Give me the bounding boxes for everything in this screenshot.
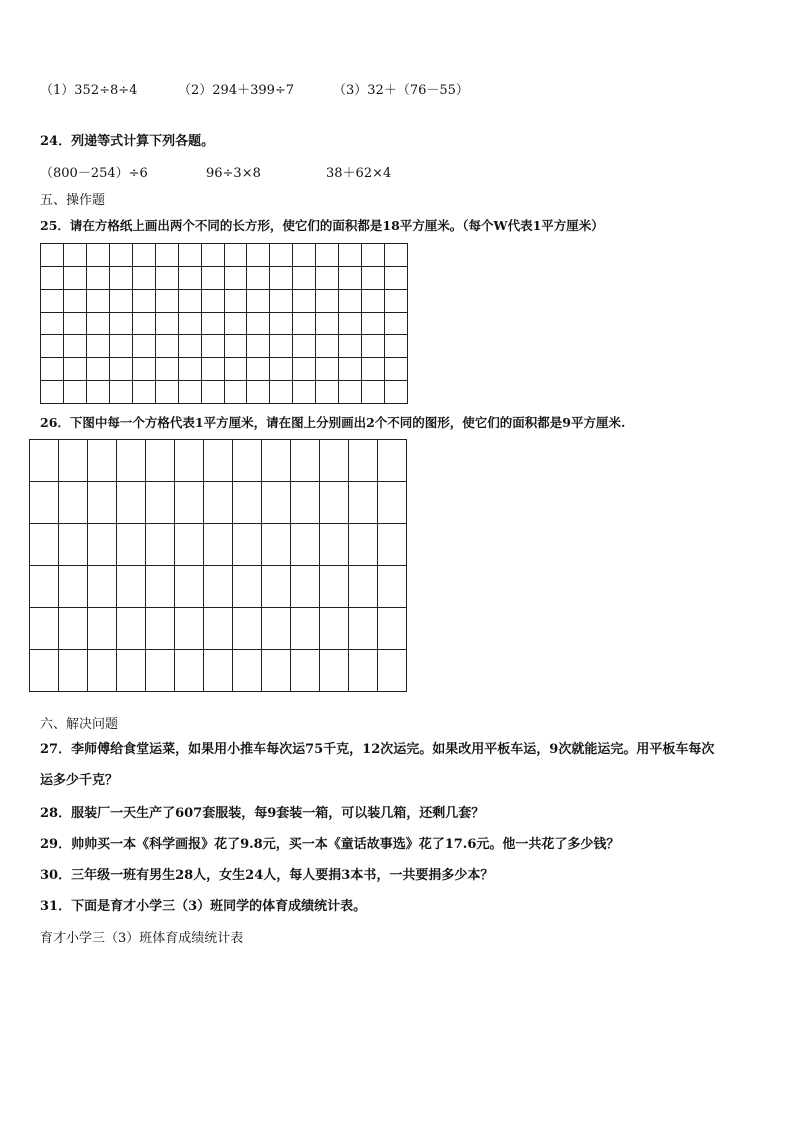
q25-grid-cell[interactable] <box>156 244 179 267</box>
q25-grid-cell[interactable] <box>362 267 385 290</box>
q26-grid-cell[interactable] <box>349 524 378 566</box>
q26-grid-cell[interactable] <box>204 440 233 482</box>
q26-grid-cell[interactable] <box>233 608 262 650</box>
q25-grid-cell[interactable] <box>293 290 316 313</box>
q26-grid-cell[interactable] <box>59 440 88 482</box>
q25-grid-cell[interactable] <box>225 358 248 381</box>
q25-grid-cell[interactable] <box>87 244 110 267</box>
q29-text: 29．帅帅买一本《科学画报》花了9.8元，买一本《童话故事选》花了17.6元。他一共花了多少钱？ <box>40 837 620 852</box>
q26-grid-cell[interactable] <box>146 650 175 692</box>
q25-grid-cell[interactable] <box>225 335 248 358</box>
q24-item-2: 96÷3×8 <box>206 166 261 181</box>
q25-grid-cell[interactable] <box>270 381 293 404</box>
q25-grid-cell[interactable] <box>87 381 110 404</box>
q26-grid-cell[interactable] <box>262 650 291 692</box>
q25-grid-cell[interactable] <box>202 244 225 267</box>
q25-grid-cell[interactable] <box>41 267 64 290</box>
q25-grid-cell[interactable] <box>362 290 385 313</box>
q25-grid-cell[interactable] <box>316 244 339 267</box>
q26-grid-cell[interactable] <box>59 566 88 608</box>
q26-grid-cell[interactable] <box>233 482 262 524</box>
q26-grid-cell[interactable] <box>291 566 320 608</box>
q25-grid-cell[interactable] <box>293 335 316 358</box>
q23-item-1: （1）352÷8÷4 <box>40 83 138 98</box>
q25-grid-cell[interactable] <box>179 244 202 267</box>
q26-grid-cell[interactable] <box>262 440 291 482</box>
q25-grid-cell[interactable] <box>270 290 293 313</box>
q23-item-2: （2）294＋399÷7 <box>178 83 295 98</box>
q27-line-2: 运多少千克？ <box>40 773 119 788</box>
section-6-heading: 六、解决问题 <box>40 717 119 732</box>
q26-grid-cell[interactable] <box>378 650 407 692</box>
q26-grid-cell[interactable] <box>146 524 175 566</box>
q25-grid-cell[interactable] <box>64 244 87 267</box>
q25-grid-cell[interactable] <box>385 335 408 358</box>
q25-grid-cell[interactable] <box>179 267 202 290</box>
q25-grid-cell[interactable] <box>156 267 179 290</box>
q25-grid-cell[interactable] <box>385 290 408 313</box>
q25-grid-cell[interactable] <box>293 244 316 267</box>
section-5-heading: 五、操作题 <box>40 193 106 208</box>
q25-grid-cell[interactable] <box>202 358 225 381</box>
q26-grid-cell[interactable] <box>30 440 59 482</box>
q25-grid-cell[interactable] <box>316 313 339 336</box>
q25-grid-cell[interactable] <box>133 381 156 404</box>
q24-item-1: （800－254）÷6 <box>40 166 148 181</box>
q26-grid-cell[interactable] <box>175 650 204 692</box>
q26-grid-cell[interactable] <box>204 482 233 524</box>
q25-grid-cell[interactable] <box>41 358 64 381</box>
q25-grid-cell[interactable] <box>316 358 339 381</box>
q25-grid-cell[interactable] <box>362 313 385 336</box>
q25-grid-cell[interactable] <box>270 313 293 336</box>
q23-item-3: （3）32＋（76－55） <box>333 83 469 98</box>
q26-grid-cell[interactable] <box>59 482 88 524</box>
q25-grid-cell[interactable] <box>385 381 408 404</box>
q26-grid-cell[interactable] <box>175 566 204 608</box>
q26-grid-cell[interactable] <box>146 482 175 524</box>
q25-grid-cell[interactable] <box>316 267 339 290</box>
q25-grid-cell[interactable] <box>64 313 87 336</box>
q25-grid-paper[interactable] <box>40 243 408 404</box>
q25-grid-cell[interactable] <box>64 290 87 313</box>
q26-grid-cell[interactable] <box>320 440 349 482</box>
q25-grid-cell[interactable] <box>316 290 339 313</box>
q26-grid-cell[interactable] <box>59 608 88 650</box>
q26-grid-cell[interactable] <box>320 608 349 650</box>
q26-grid-cell[interactable] <box>291 440 320 482</box>
q25-grid-cell[interactable] <box>362 358 385 381</box>
q26-grid-cell[interactable] <box>88 440 117 482</box>
q25-grid-cell[interactable] <box>179 381 202 404</box>
q25-grid-cell[interactable] <box>133 335 156 358</box>
q25-grid-cell[interactable] <box>247 313 270 336</box>
q26-grid-cell[interactable] <box>88 524 117 566</box>
q25-grid-cell[interactable] <box>225 313 248 336</box>
q25-grid-cell[interactable] <box>385 313 408 336</box>
q25-grid-cell[interactable] <box>202 313 225 336</box>
q26-grid-cell[interactable] <box>262 524 291 566</box>
q25-grid-cell[interactable] <box>156 313 179 336</box>
q25-grid-cell[interactable] <box>385 358 408 381</box>
q26-grid-cell[interactable] <box>378 608 407 650</box>
q26-grid-cell[interactable] <box>30 650 59 692</box>
q25-text: 25．请在方格纸上画出两个不同的长方形，使它们的面积都是18平方厘米。（每个W代表1平方厘米） <box>40 218 604 233</box>
q25-grid-cell[interactable] <box>225 244 248 267</box>
q26-grid-cell[interactable] <box>262 608 291 650</box>
q25-grid-cell[interactable] <box>64 358 87 381</box>
q26-grid-cell[interactable] <box>349 608 378 650</box>
q26-grid-cell[interactable] <box>233 650 262 692</box>
q25-grid-cell[interactable] <box>110 381 133 404</box>
q26-grid-cell[interactable] <box>349 566 378 608</box>
q26-grid-cell[interactable] <box>291 650 320 692</box>
q25-grid-cell[interactable] <box>225 267 248 290</box>
q25-grid-cell[interactable] <box>293 313 316 336</box>
q26-grid-cell[interactable] <box>233 440 262 482</box>
q25-grid-cell[interactable] <box>179 358 202 381</box>
q25-grid-cell[interactable] <box>64 335 87 358</box>
table-title: 育才小学三（3）班体育成绩统计表 <box>40 931 244 946</box>
q25-grid-cell[interactable] <box>385 267 408 290</box>
q25-grid-cell[interactable] <box>110 313 133 336</box>
q26-grid-cell[interactable] <box>204 650 233 692</box>
q26-grid-cell[interactable] <box>30 566 59 608</box>
q26-grid-cell[interactable] <box>204 524 233 566</box>
q25-grid-cell[interactable] <box>339 335 362 358</box>
q25-grid-cell[interactable] <box>339 381 362 404</box>
q25-grid-cell[interactable] <box>362 335 385 358</box>
q26-grid-cell[interactable] <box>175 440 204 482</box>
q26-grid-cell[interactable] <box>320 482 349 524</box>
q25-grid-cell[interactable] <box>225 290 248 313</box>
q26-grid-cell[interactable] <box>117 524 146 566</box>
q25-grid-cell[interactable] <box>247 381 270 404</box>
q25-grid-cell[interactable] <box>362 381 385 404</box>
q25-grid-cell[interactable] <box>156 358 179 381</box>
q26-grid-paper[interactable] <box>29 439 407 692</box>
q25-grid-cell[interactable] <box>133 244 156 267</box>
q27-line-1: 27．李师傅给食堂运菜，如果用小推车每次运75千克，12次运完。如果改用平板车运，9次就能运完。用平板车每次 <box>40 742 715 757</box>
q25-grid-cell[interactable] <box>247 244 270 267</box>
q25-grid-cell[interactable] <box>270 244 293 267</box>
q26-text: 26．下图中每一个方格代表1平方厘米，请在图上分别画出2个不同的图形，使它们的面积都是9平方厘米. <box>40 415 626 430</box>
q25-grid-cell[interactable] <box>225 381 248 404</box>
q25-grid-cell[interactable] <box>247 290 270 313</box>
q25-grid-cell[interactable] <box>133 290 156 313</box>
q25-grid-cell[interactable] <box>87 358 110 381</box>
q26-grid-cell[interactable] <box>146 608 175 650</box>
q25-grid-cell[interactable] <box>339 290 362 313</box>
q25-grid-cell[interactable] <box>362 244 385 267</box>
q25-grid-cell[interactable] <box>247 335 270 358</box>
q25-grid-cell[interactable] <box>293 267 316 290</box>
q26-grid-cell[interactable] <box>175 524 204 566</box>
q26-grid-cell[interactable] <box>117 650 146 692</box>
q25-grid-cell[interactable] <box>133 267 156 290</box>
q28-text: 28．服装厂一天生产了607套服装，每9套装一箱，可以装几箱，还剩几套？ <box>40 806 485 821</box>
q25-grid-cell[interactable] <box>156 290 179 313</box>
q26-grid-cell[interactable] <box>59 650 88 692</box>
q25-grid-cell[interactable] <box>179 313 202 336</box>
q26-grid-cell[interactable] <box>117 482 146 524</box>
q26-grid-cell[interactable] <box>233 524 262 566</box>
q25-grid-cell[interactable] <box>133 358 156 381</box>
q26-grid-cell[interactable] <box>88 608 117 650</box>
q26-grid-cell[interactable] <box>30 608 59 650</box>
q26-grid-cell[interactable] <box>88 482 117 524</box>
q25-grid-cell[interactable] <box>64 267 87 290</box>
q25-grid-cell[interactable] <box>87 335 110 358</box>
q26-grid-cell[interactable] <box>88 566 117 608</box>
q25-grid-cell[interactable] <box>110 244 133 267</box>
q30-text: 30．三年级一班有男生28人，女生24人，每人要捐3本书，一共要捐多少本？ <box>40 868 494 883</box>
q26-grid-cell[interactable] <box>117 566 146 608</box>
q25-grid-cell[interactable] <box>110 290 133 313</box>
q25-grid-cell[interactable] <box>385 244 408 267</box>
q25-grid-cell[interactable] <box>110 335 133 358</box>
q25-grid-cell[interactable] <box>270 358 293 381</box>
q26-grid-cell[interactable] <box>378 482 407 524</box>
q25-grid-cell[interactable] <box>202 381 225 404</box>
q26-grid-cell[interactable] <box>175 482 204 524</box>
q25-grid-cell[interactable] <box>64 381 87 404</box>
q26-grid-cell[interactable] <box>320 566 349 608</box>
q26-grid-cell[interactable] <box>146 566 175 608</box>
q25-grid-cell[interactable] <box>87 313 110 336</box>
q26-grid-cell[interactable] <box>204 566 233 608</box>
q25-grid-cell[interactable] <box>110 358 133 381</box>
q25-grid-cell[interactable] <box>41 244 64 267</box>
q26-grid-cell[interactable] <box>59 524 88 566</box>
q26-grid-cell[interactable] <box>30 482 59 524</box>
q25-grid-cell[interactable] <box>179 335 202 358</box>
q26-grid-cell[interactable] <box>378 440 407 482</box>
q26-grid-cell[interactable] <box>30 524 59 566</box>
q31-text: 31．下面是育才小学三（3）班同学的体育成绩统计表。 <box>40 899 367 914</box>
q25-grid-cell[interactable] <box>293 381 316 404</box>
q25-grid-cell[interactable] <box>156 335 179 358</box>
q26-grid-cell[interactable] <box>291 524 320 566</box>
q25-grid-cell[interactable] <box>41 313 64 336</box>
q25-grid-cell[interactable] <box>87 267 110 290</box>
q26-grid-cell[interactable] <box>378 524 407 566</box>
q26-grid-cell[interactable] <box>349 482 378 524</box>
q25-grid-cell[interactable] <box>270 267 293 290</box>
q26-grid-cell[interactable] <box>117 608 146 650</box>
q25-grid-cell[interactable] <box>247 358 270 381</box>
q25-grid-cell[interactable] <box>270 335 293 358</box>
q25-grid-cell[interactable] <box>202 267 225 290</box>
q25-grid-cell[interactable] <box>202 335 225 358</box>
q25-grid-cell[interactable] <box>41 335 64 358</box>
q25-grid-cell[interactable] <box>87 290 110 313</box>
q25-grid-cell[interactable] <box>247 267 270 290</box>
q26-grid-cell[interactable] <box>262 482 291 524</box>
q26-grid-cell[interactable] <box>88 650 117 692</box>
q25-grid-cell[interactable] <box>316 381 339 404</box>
q26-grid-cell[interactable] <box>117 440 146 482</box>
q25-grid-cell[interactable] <box>156 381 179 404</box>
q26-grid-cell[interactable] <box>349 650 378 692</box>
q25-grid-cell[interactable] <box>316 335 339 358</box>
q26-grid-cell[interactable] <box>262 566 291 608</box>
q26-grid-cell[interactable] <box>204 608 233 650</box>
q26-grid-cell[interactable] <box>378 566 407 608</box>
q25-grid-cell[interactable] <box>339 244 362 267</box>
q26-grid-cell[interactable] <box>320 650 349 692</box>
q26-grid-cell[interactable] <box>320 524 349 566</box>
q25-grid-cell[interactable] <box>41 290 64 313</box>
q26-grid-cell[interactable] <box>349 440 378 482</box>
q25-grid-cell[interactable] <box>202 290 225 313</box>
q25-grid-cell[interactable] <box>339 358 362 381</box>
q26-grid-cell[interactable] <box>291 608 320 650</box>
q25-grid-cell[interactable] <box>133 313 156 336</box>
q26-grid-cell[interactable] <box>233 566 262 608</box>
q25-grid-cell[interactable] <box>339 313 362 336</box>
q25-grid-cell[interactable] <box>293 358 316 381</box>
q25-grid-cell[interactable] <box>110 267 133 290</box>
q24-item-3: 38＋62×4 <box>326 166 392 181</box>
q25-grid-cell[interactable] <box>41 381 64 404</box>
q24-title: 24．列递等式计算下列各题。 <box>40 134 215 149</box>
q25-grid-cell[interactable] <box>339 267 362 290</box>
q25-grid-cell[interactable] <box>179 290 202 313</box>
q26-grid-cell[interactable] <box>146 440 175 482</box>
q26-grid-cell[interactable] <box>291 482 320 524</box>
q26-grid-cell[interactable] <box>175 608 204 650</box>
